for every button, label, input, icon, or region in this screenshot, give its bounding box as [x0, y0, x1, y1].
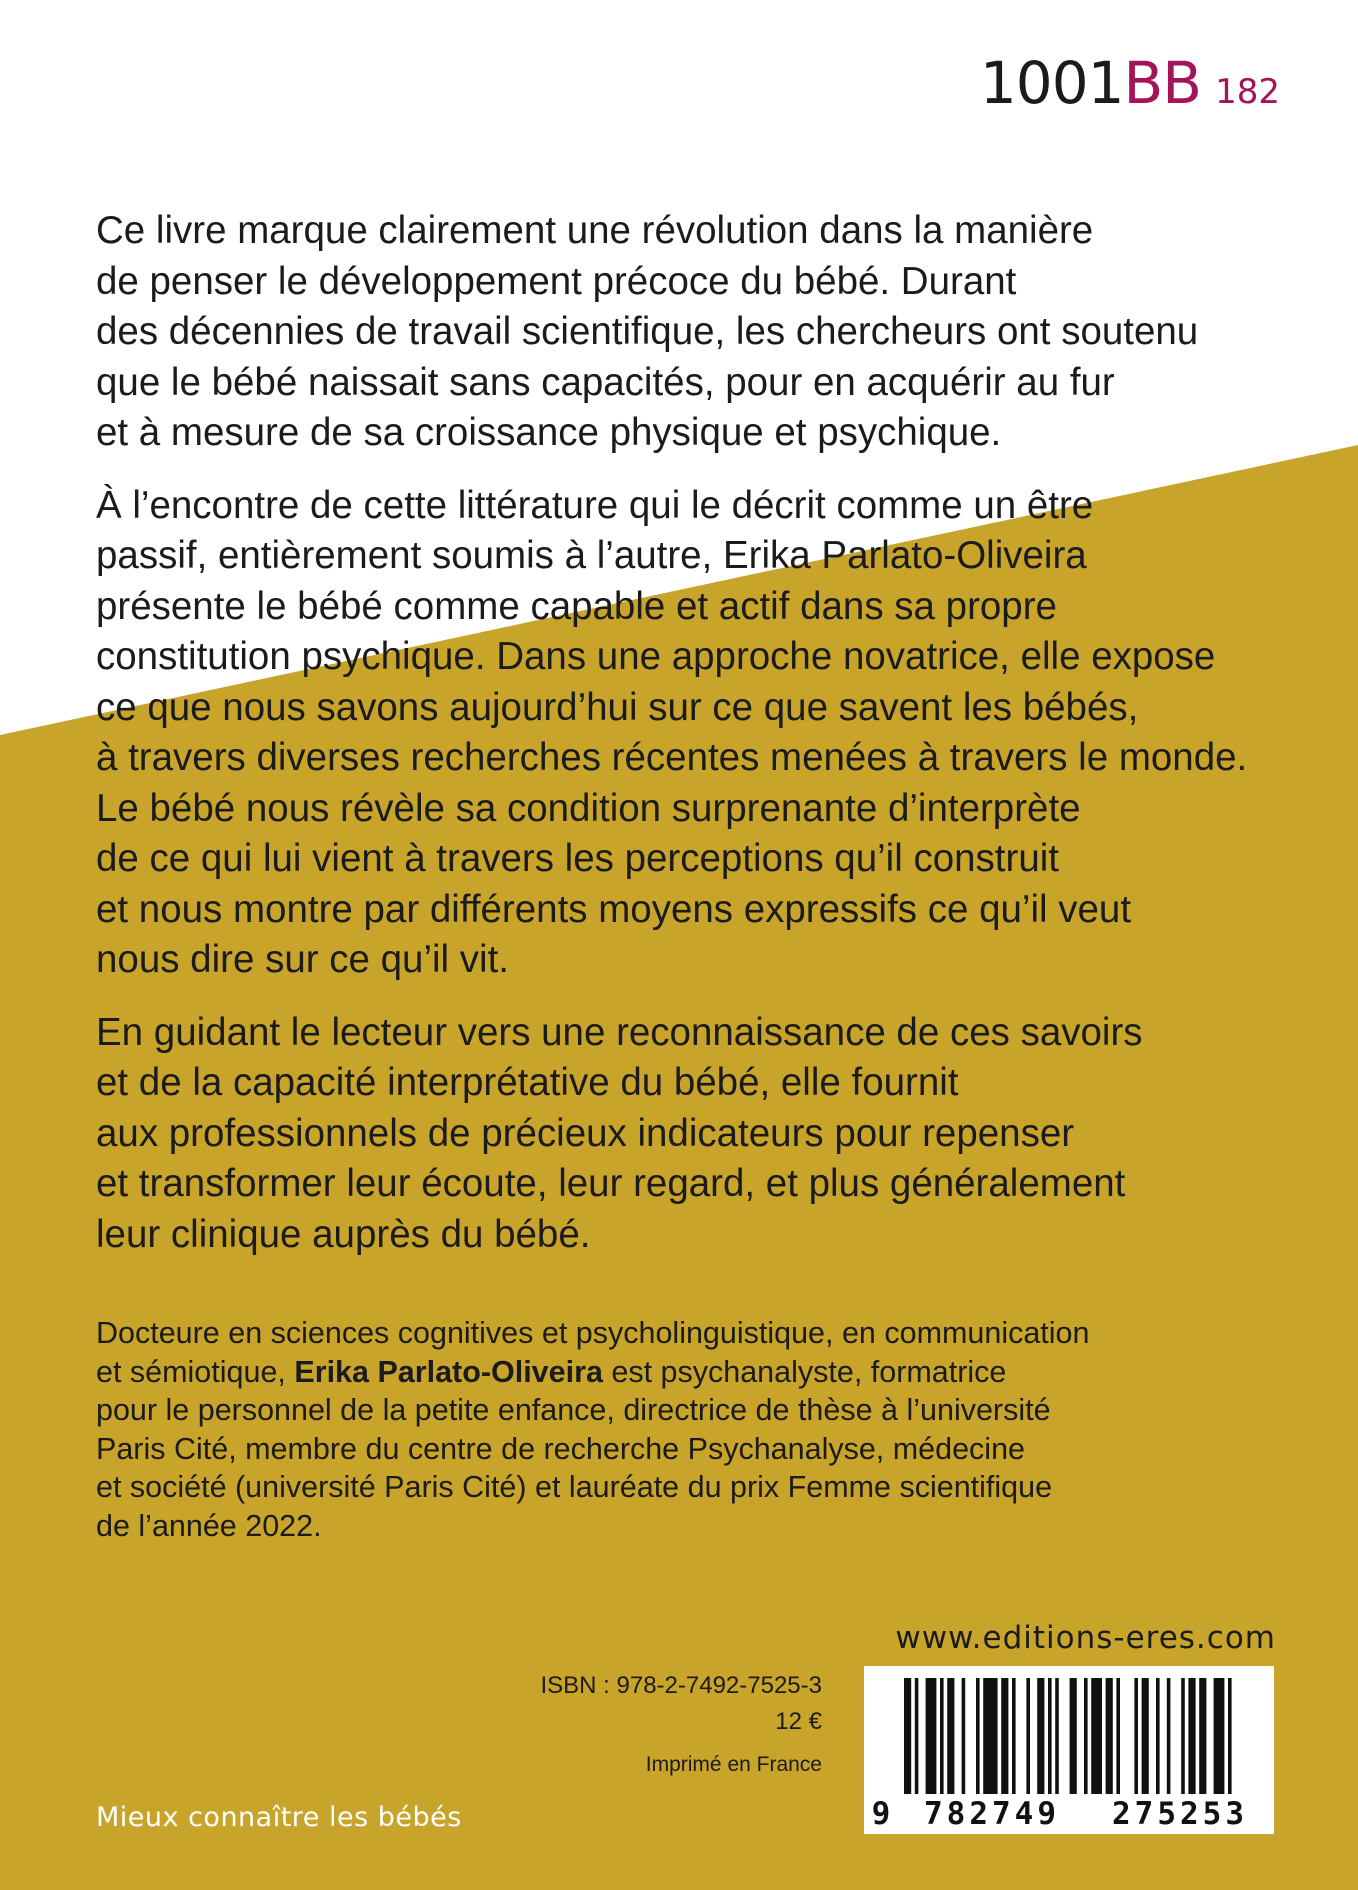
barcode-bar: [1070, 1678, 1077, 1802]
barcode-bar: [1228, 1678, 1232, 1802]
barcode-right-group: 275253: [1112, 1796, 1248, 1832]
publication-info: [540, 1668, 822, 1780]
author-bio: [96, 1314, 1316, 1545]
price: 12 €: [775, 1708, 822, 1735]
barcode-bar: [1181, 1678, 1185, 1802]
barcode-bar: [976, 1678, 980, 1802]
barcode-left-group: 782749: [924, 1796, 1060, 1832]
author-name: Erika Parlato-Oliveira: [294, 1354, 603, 1389]
barcode-bar: [915, 1678, 919, 1802]
barcode-first-digit: 9: [871, 1796, 891, 1832]
publisher-website[interactable]: www.editions-eres.com: [895, 1620, 1276, 1656]
barcode-bar: [1116, 1678, 1120, 1802]
barcode-bar: [1001, 1678, 1008, 1802]
printed-in: Imprimé en France: [645, 1753, 822, 1776]
barcode-bar: [962, 1678, 966, 1802]
barcode-bar: [1026, 1678, 1030, 1802]
series-volume-number: 182: [1215, 72, 1280, 112]
blurb-paragraph: Ce livre marque clairement une révolution dans la manière de penser le développement précoce du bébé. Durant des décennies de travail scientifique, les chercheurs ont soutenu que le bébé naissait sans capacités, pour en acquérir au fur et à mesure de sa croissance physique et psychique.: [96, 209, 1199, 454]
barcode-bar: [1167, 1678, 1171, 1802]
barcode-bar: [1091, 1678, 1102, 1802]
barcode-digits: [864, 1794, 1274, 1834]
barcode-bar: [1188, 1678, 1195, 1802]
barcode-bar: [1214, 1678, 1225, 1802]
barcode-bar: [1084, 1678, 1088, 1802]
barcode-bar: [1048, 1678, 1052, 1802]
barcode-bar: [1156, 1678, 1160, 1802]
barcode-bar: [904, 1678, 911, 1802]
author-bio-text-start: Docteure en sciences cognitives et psycholinguistique, en communication et sémiotique,: [96, 1316, 1090, 1389]
barcode-bar: [1199, 1678, 1206, 1802]
author-bio-text-end: est psychanalyste, formatrice pour le personnel de la petite enfance, directrice de thèse à l’université Paris Cité, membre du centre de recherche Psychanalyse, médecine et société (université Paris Cité) et lauréate du prix Femme scientifique de l’année 2022.: [96, 1354, 1053, 1543]
barcode-bar: [1106, 1678, 1113, 1802]
blurb-paragraph: En guidant le lecteur vers une reconnaissance de ces savoirs et de la capacité interprétative du bébé, elle fournit aux professionnels de précieux indicateurs pour repenser et transformer leur écoute, leur regard, et plus généralement leur clinique auprès du bébé.: [96, 1010, 1143, 1256]
barcode: [864, 1666, 1274, 1834]
isbn: ISBN : 978-2-7492-7525-3: [540, 1672, 822, 1699]
barcode-bar: [1037, 1678, 1044, 1802]
series-name: Mieux connaître les bébés: [96, 1802, 462, 1833]
barcode-bar: [1142, 1678, 1149, 1802]
barcode-bar: [947, 1678, 954, 1802]
series-logo: [979, 49, 1280, 117]
series-logo-bb: BB: [1123, 49, 1202, 117]
barcode-bar: [983, 1678, 997, 1802]
barcode-bar: [926, 1678, 937, 1802]
barcode-bar: [940, 1678, 944, 1802]
back-cover-blurb: [96, 206, 1296, 1282]
barcode-bar: [1134, 1678, 1138, 1802]
blurb-paragraph: À l’encontre de cette littérature qui le décrit comme un être passif, entièrement soumis à l’autre, Erika Parlato-Oliveira présente le bébé comme capable et actif dans sa propre constitution psychique. Dans une approche novatrice, elle expose ce que nous savons aujourd’hui sur ce que savent les bébés, à travers diverses recherches récentes menées à travers le monde. Le bébé nous révèle sa condition surprenante d’interprète de ce qui lui vient à travers les perceptions qu’il construit et nous montre par différents moyens expressifs ce qu’il veut nous dire sur ce qu’il vit.: [96, 483, 1248, 981]
barcode-bar: [1012, 1678, 1016, 1802]
series-logo-prefix: 1001: [979, 49, 1124, 117]
barcode-bar: [1055, 1678, 1059, 1802]
